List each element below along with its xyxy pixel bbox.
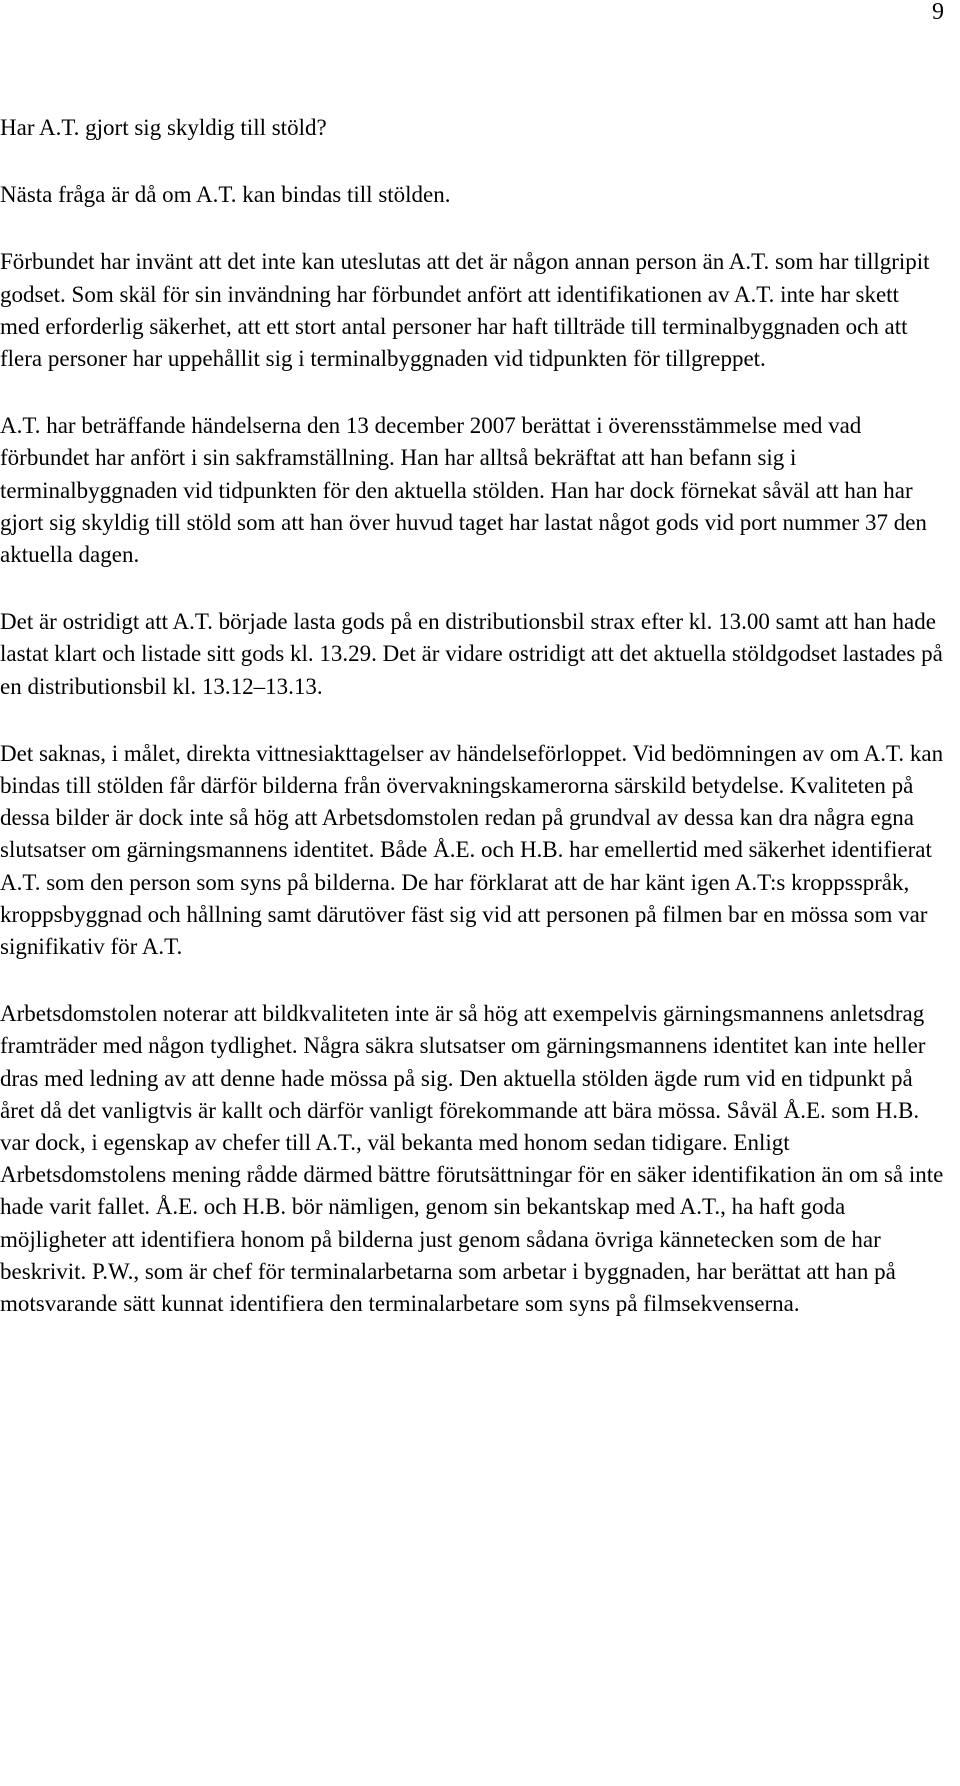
page-number: 9	[932, 0, 944, 25]
paragraph-undisputed-times: Det är ostridigt att A.T. började lasta gods på en distributionsbil strax efter kl. 13.00 samt att han hade lastat klart och listade sitt gods kl. 13.29. Det är vidare ostridigt att det aktuella stöldgodset lastades på en distributionsbil kl. 13.12–13.13.	[0, 609, 943, 699]
paragraph-next-question: Nästa fråga är då om A.T. kan bindas till stölden.	[0, 182, 451, 208]
document-body	[0, 112, 944, 1355]
paragraph-at-account: A.T. har beträffande händelserna den 13 december 2007 berättat i överensstämmelse med vad förbundet har anfört i sin sakframställning. Han har alltså bekräftat att han befann sig i terminalbyggnaden vid tidpunkten för den aktuella stölden. Han har dock förnekat såväl att han har gjort sig skyldig till stöld som att han över huvud taget har lastat något gods vid port nummer 37 den aktuella dagen.	[0, 413, 927, 568]
paragraph-union-objection: Förbundet har invänt att det inte kan uteslutas att det är någon annan person än A.T. som har tillgripit godset. Som skäl för sin invändning har förbundet anfört att identifikationen av A.T. inte har skett med erforderlig säkerhet, att ett stort antal personer har haft tillträde till terminalbyggnaden och att flera personer har uppehållit sig i terminalbyggnaden vid tidpunkten för tillgreppet.	[0, 249, 930, 372]
paragraph-camera-evidence: Det saknas, i målet, direkta vittnesiakttagelser av händelseförloppet. Vid bedömningen av om A.T. kan bindas till stölden får därför bilderna från övervakningskamerorna särskild betydelse. Kvaliteten på dessa bilder är dock inte så hög att Arbetsdomstolen redan på grundval av dessa kan dra några egna slutsatser om gärningsmannens identitet. Både Å.E. och H.B. har emellertid med säkerhet identifierat A.T. som den person som syns på bilderna. De har förklarat att de har känt igen A.T:s kroppsspråk, kroppsbyggnad och hållning samt därutöver fäst sig vid att personen på filmen bar en mössa som var signifikativ för A.T.	[0, 740, 944, 960]
paragraph-court-assessment: Arbetsdomstolen noterar att bildkvaliteten inte är så hög att exempelvis gärningsmannens anletsdrag framträder med någon tydlighet. Några säkra slutsatser om gärningsmannens identitet kan inte heller dras med ledning av att denne hade mössa på sig. Den aktuella stölden ägde rum vid en tidpunkt på året då det vanligtvis är kallt och därför vanligt förekommande att bära mössa. Såväl Å.E. som H.B. var dock, i egenskap av chefer till A.T., väl bekanta med honom sedan tidigare. Enligt Arbetsdomstolens mening rådde därmed bättre förutsättningar för en säker identifikation än om så inte hade varit fallet. Å.E. och H.B. bör nämligen, genom sin bekantskap med A.T., ha haft goda möjligheter att identifiera honom på bilderna just genom sådana övriga kännetecken som de har beskrivit. P.W., som är chef för terminalarbetarna som arbetar i byggnaden, har berättat att han på motsvarande sätt kunnat identifiera den terminalarbetare som syns på filmsekvenserna.	[0, 1001, 944, 1317]
paragraph-heading-question: Har A.T. gjort sig skyldig till stöld?	[0, 115, 327, 140]
